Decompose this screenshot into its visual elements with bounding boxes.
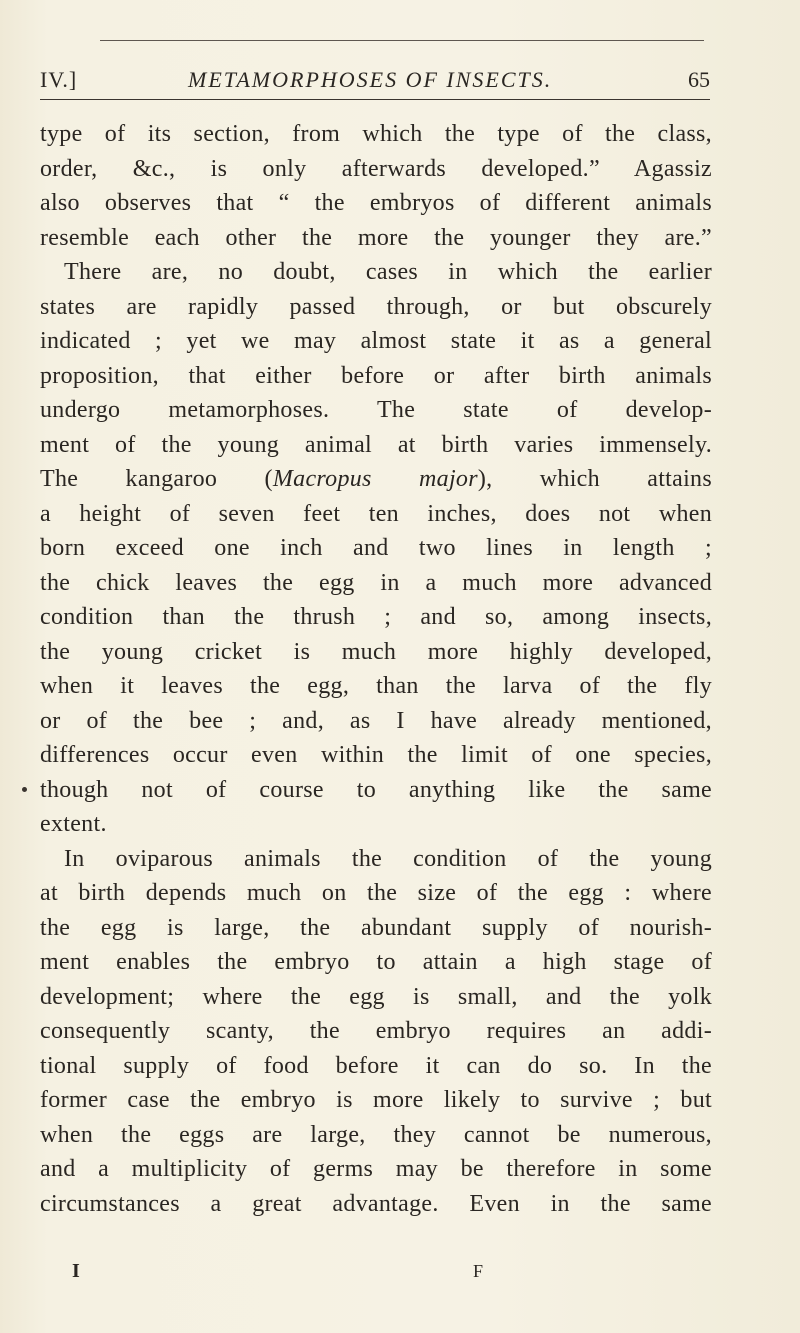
text-line: the egg is large, the abundant supply of nourish- <box>40 914 712 941</box>
text-line: In oviparous animals the condition of the young <box>64 845 712 872</box>
text-line: development; where the egg is small, and the yolk <box>40 983 712 1010</box>
text-line: circumstances a great advantage. Even in the same <box>40 1190 712 1217</box>
text-line: ment enables the embryo to attain a high stage of <box>40 949 712 975</box>
margin-mark <box>22 787 27 792</box>
text-line: condition than the thrush ; and so, among insects, <box>40 604 712 630</box>
text-line: and a multiplicity of germs may be therefore in some <box>40 1156 712 1182</box>
text-line: at birth depends much on the size of the egg : where <box>40 880 712 906</box>
text-line: when the eggs are large, they cannot be numerous, <box>40 1121 712 1148</box>
text-line: differences occur even within the limit of one species, <box>40 742 712 768</box>
text-line: ment of the young animal at birth varies immensely. <box>40 431 712 458</box>
text-line: though not of course to anything like the same <box>40 776 712 803</box>
chapter-number: IV.] <box>40 67 78 92</box>
species-name: Macropus major <box>272 466 478 492</box>
text-line: the chick leaves the egg in a much more advanced <box>40 569 712 596</box>
text-line: consequently scanty, the embryo requires an addi- <box>40 1018 712 1044</box>
text-segment: The kangaroo ( <box>40 466 273 492</box>
text-line: resemble each other the more the younger they are.” <box>40 224 712 251</box>
text-line: when it leaves the egg, than the larva of the fly <box>40 673 712 699</box>
text-line: type of its section, from which the type of the class, <box>40 121 712 147</box>
signature-mark: I <box>72 1260 80 1282</box>
text-line: proposition, that either before or after birth animals <box>40 362 712 389</box>
top-rule <box>100 40 704 41</box>
text-line: also observes that “ the embryos of different animals <box>40 190 712 216</box>
text-line: the young cricket is much more highly developed, <box>40 638 712 665</box>
text-line: former case the embryo is more likely to survive ; but <box>40 1087 712 1113</box>
text-line: tional supply of food before it can do so. In the <box>40 1052 712 1079</box>
text-line: order, &c., is only afterwards developed.” Agassiz <box>40 155 712 182</box>
text-line: extent. <box>40 811 107 837</box>
text-line: indicated ; yet we may almost state it as a general <box>40 328 712 354</box>
page-footer <box>40 1256 712 1286</box>
text-line: states are rapidly passed through, or but obscurely <box>40 293 712 320</box>
text-line: There are, no doubt, cases in which the earlier <box>64 259 712 285</box>
header-rule <box>40 99 710 100</box>
text-line: a height of seven feet ten inches, does not when <box>40 500 712 527</box>
gathering-mark: F <box>473 1261 484 1281</box>
text-line: born exceed one inch and two lines in length ; <box>40 535 712 561</box>
text-line-kangaroo <box>40 462 712 497</box>
text-line: undergo metamorphoses. The state of develop- <box>40 397 712 423</box>
text-line: or of the bee ; and, as I have already mentioned, <box>40 707 712 734</box>
page-number: 65 <box>688 67 710 92</box>
running-title: METAMORPHOSES OF INSECTS. <box>188 67 553 92</box>
text-segment: ), which attains <box>477 466 712 492</box>
running-head <box>40 64 710 96</box>
body-text <box>40 117 712 1221</box>
